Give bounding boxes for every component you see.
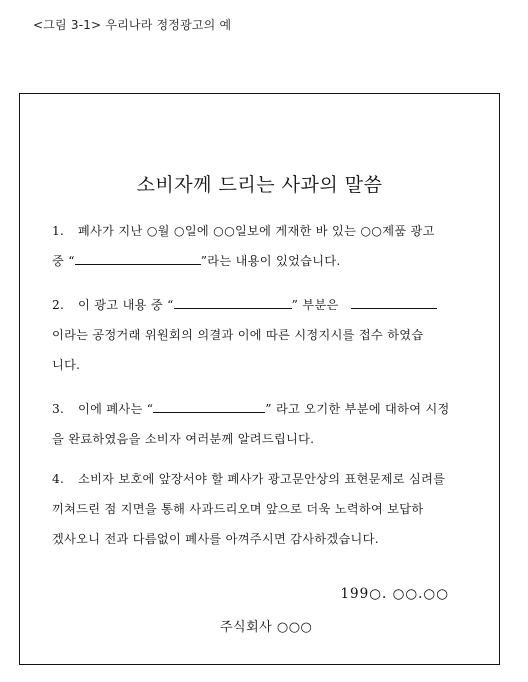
fill-in-blank xyxy=(75,252,201,265)
notice-item-3 xyxy=(52,394,488,454)
item-text: ”라는 내용이 있었습니다. xyxy=(200,254,341,268)
item-text: 이 광고 내용 중 “ xyxy=(78,298,174,312)
item-text: 중 “ xyxy=(52,254,75,268)
item-text: 을 완료하였음을 소비자 여러분께 알려드립니다. xyxy=(52,432,315,446)
notice-item-1 xyxy=(52,216,488,276)
item-text: 폐사가 지난 ○월 ○일에 ○○일보에 게재한 바 있는 ○○제품 광고 xyxy=(78,224,435,238)
item-text: 겠사오니 전과 다름없이 폐사를 아껴주시면 감사하겠습니다. xyxy=(52,532,379,546)
item-text: 니다. xyxy=(52,358,81,372)
figure-caption: <그림 3-1> 우리나라 정정광고의 예 xyxy=(33,18,232,32)
item-number: 4. xyxy=(52,472,65,486)
item-text: 이에 폐사는 “ xyxy=(78,402,154,416)
item-text: 이라는 공정거래 위원회의 의결과 이에 따른 시정지시를 접수 하였습 xyxy=(52,328,424,342)
item-number: 1. xyxy=(52,224,65,238)
item-number: 3. xyxy=(52,402,65,416)
notice-title: 소비자께 드리는 사과의 말씀 xyxy=(136,174,383,196)
notice-item-2 xyxy=(52,290,488,380)
company-name: 주식회사 ○○○ xyxy=(220,620,313,635)
item-number: 2. xyxy=(52,298,65,312)
item-text: ” 부분은 xyxy=(291,298,339,312)
notice-item-4 xyxy=(52,464,488,554)
notice-date: 199○. ○○.○○ xyxy=(340,586,449,602)
item-text: ” 라고 오기한 부분에 대하여 시정 xyxy=(265,402,450,416)
fill-in-blank xyxy=(174,296,292,309)
fill-in-blank xyxy=(153,400,265,413)
item-text: 끼쳐드린 점 지면을 통해 사과드리오며 앞으로 더욱 노력하여 보답하 xyxy=(52,502,424,516)
item-text: 소비자 보호에 앞장서야 할 폐사가 광고문안상의 표현문제로 심려를 xyxy=(78,472,446,486)
fill-in-blank xyxy=(351,296,437,309)
correction-notice-box xyxy=(19,93,500,665)
